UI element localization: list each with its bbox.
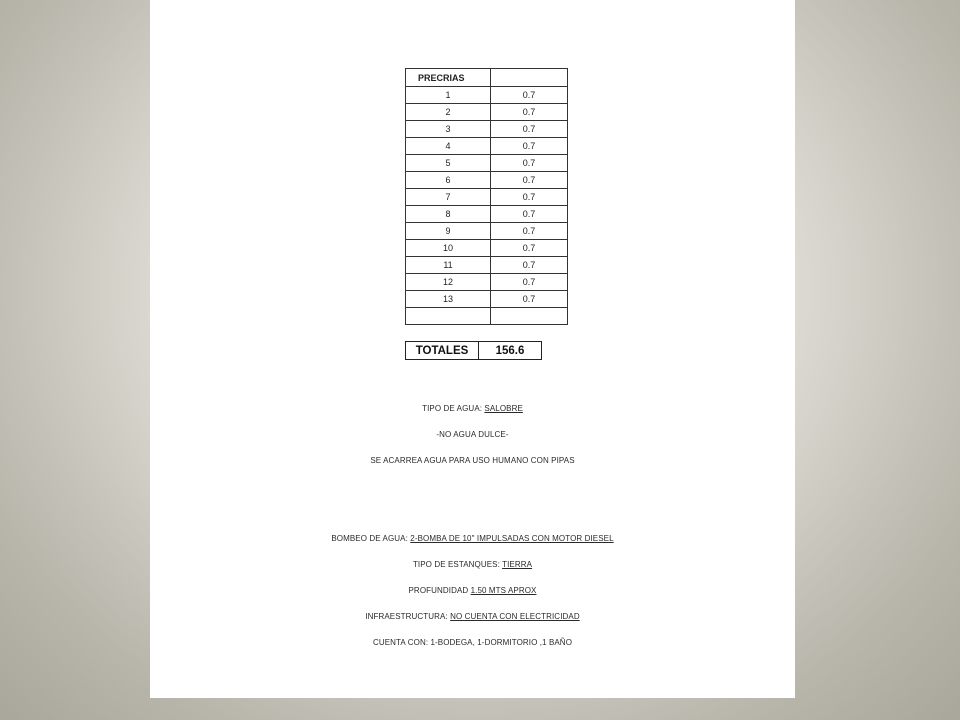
row-value: 0.7 <box>491 206 568 223</box>
row-value: 0.7 <box>491 274 568 291</box>
table-row <box>406 172 568 189</box>
table-row <box>406 206 568 223</box>
estanques-value: TIERRA <box>502 560 533 569</box>
table-row <box>406 274 568 291</box>
profundidad-label: PROFUNDIDAD <box>408 586 469 595</box>
row-value: 0.7 <box>491 155 568 172</box>
empty-row <box>406 308 568 325</box>
row-value: 0.7 <box>491 240 568 257</box>
row-number: 5 <box>406 155 491 172</box>
row-value: 0.7 <box>491 257 568 274</box>
row-number: 7 <box>406 189 491 206</box>
row-number: 9 <box>406 223 491 240</box>
tipo-agua-line <box>150 404 795 413</box>
row-number: 13 <box>406 291 491 308</box>
infraestructura-value: NO CUENTA CON ELECTRICIDAD <box>450 612 580 621</box>
row-number: 2 <box>406 104 491 121</box>
table-body <box>406 87 568 325</box>
row-value: 0.7 <box>491 87 568 104</box>
table-row <box>406 87 568 104</box>
table-header-empty <box>491 69 568 87</box>
totals-value: 156.6 <box>479 342 542 360</box>
table-row <box>406 138 568 155</box>
row-number: 1 <box>406 87 491 104</box>
infraestructura-line <box>150 612 795 621</box>
row-number: 10 <box>406 240 491 257</box>
acarrea-line: SE ACARREA AGUA PARA USO HUMANO CON PIPAS <box>370 456 575 465</box>
document-page <box>150 0 795 698</box>
row-number: 4 <box>406 138 491 155</box>
row-number: 8 <box>406 206 491 223</box>
precrias-table <box>405 68 568 325</box>
table-row <box>406 104 568 121</box>
tipo-agua-label: TIPO DE AGUA: <box>422 404 483 413</box>
bombeo-value: 2-BOMBA DE 10" IMPULSADAS CON MOTOR DIESEL <box>410 534 614 543</box>
bombeo-label: BOMBEO DE AGUA: <box>331 534 408 543</box>
table-row <box>406 291 568 308</box>
row-value: 0.7 <box>491 223 568 240</box>
bombeo-line <box>150 534 795 543</box>
estanques-line <box>150 560 795 569</box>
table-row <box>406 240 568 257</box>
totals-label: TOTALES <box>406 342 479 360</box>
table-row <box>406 155 568 172</box>
row-value: 0.7 <box>491 138 568 155</box>
row-number: 12 <box>406 274 491 291</box>
row-value: 0.7 <box>491 172 568 189</box>
table-row <box>406 223 568 240</box>
table-row <box>406 257 568 274</box>
row-value: 0.7 <box>491 291 568 308</box>
empty-cell <box>406 308 491 325</box>
row-value: 0.7 <box>491 104 568 121</box>
row-number: 3 <box>406 121 491 138</box>
row-value: 0.7 <box>491 121 568 138</box>
table-header-row <box>406 69 568 87</box>
cuenta-con-line: CUENTA CON: 1-BODEGA, 1-DORMITORIO ,1 BAÑO <box>372 638 573 647</box>
profundidad-line <box>150 586 795 595</box>
infraestructura-label: INFRAESTRUCTURA: <box>365 612 448 621</box>
totals-row <box>406 342 542 360</box>
tipo-agua-value: SALOBRE <box>484 404 523 413</box>
row-value: 0.7 <box>491 189 568 206</box>
table-row <box>406 121 568 138</box>
row-number: 6 <box>406 172 491 189</box>
table-header: PRECRIAS <box>406 69 491 87</box>
no-agua-dulce-line: -NO AGUA DULCE- <box>436 430 509 439</box>
profundidad-value: 1.50 MTS APROX <box>470 586 537 595</box>
totals-table <box>405 341 542 360</box>
table-row <box>406 189 568 206</box>
estanques-label: TIPO DE ESTANQUES: <box>412 560 500 569</box>
row-number: 11 <box>406 257 491 274</box>
empty-cell <box>491 308 568 325</box>
